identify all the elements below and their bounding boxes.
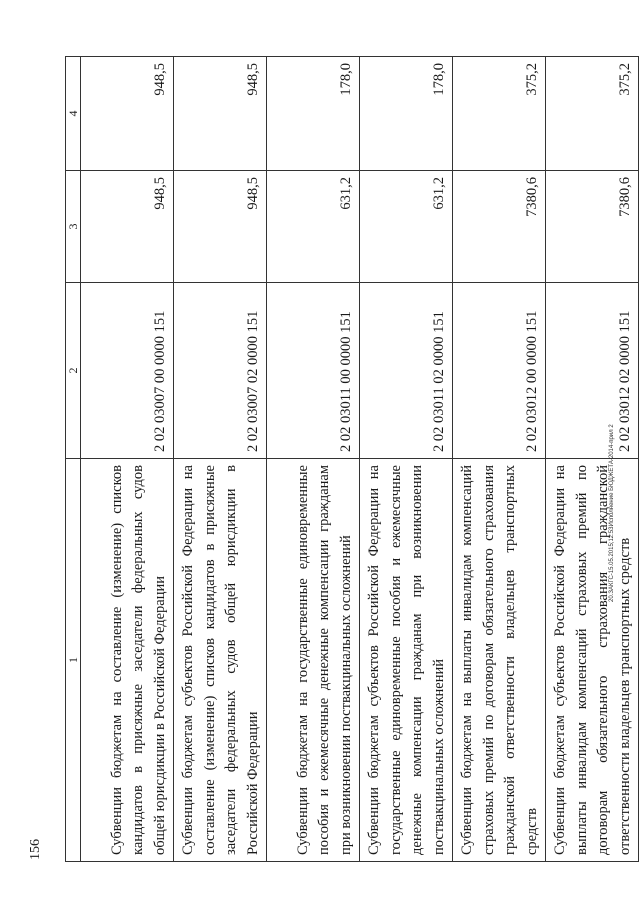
row-code: 2 02 03011 00 0000 151 (267, 283, 360, 459)
row-col3-value: 948,5 (81, 171, 174, 283)
row-code: 2 02 03007 00 0000 151 (81, 283, 174, 459)
row-name: Субвенции бюджетам субъектов Российской Федерации на государственные единовременные пособия и ежемесячные денежные компенсации гражданам при возникновении поствакцинальных осложнений (360, 459, 453, 862)
row-name: Субвенции бюджетам на государственные единовременные пособия и ежемесячные денежные компенсации гражданам при возникновении поствакцинальных осложнений (267, 459, 360, 862)
row-code: 2 02 03012 02 0000 151 (546, 283, 639, 459)
row-name: Субвенции бюджетам субъектов Российской Федерации на составление (изменение) списков кандидатов в присяжные заседатели федеральных судов общей юрисдикции в Российской Федерации (174, 459, 267, 862)
row-col4-value: 948,5 (81, 57, 174, 171)
budget-table (65, 56, 639, 862)
header-col-2: 2 (66, 283, 81, 459)
row-name: Субвенции бюджетам субъектов Российской Федерации на выплаты инвалидам компенсаций страховых премий по договорам обязательного страхования гражданской ответственности владельцев транспортных средств (546, 459, 639, 862)
table-row (174, 57, 267, 862)
row-col3-value: 7380,6 (453, 171, 546, 283)
row-code: 2 02 03007 02 0000 151 (174, 283, 267, 459)
table-row (453, 57, 546, 862)
row-name: Субвенции бюджетам на составление (изменение) списков кандидатов в присяжные заседатели федеральных судов общей юрисдикции в Российской Федерации (81, 459, 174, 862)
row-col4-value: 178,0 (360, 57, 453, 171)
row-col4-value: 948,5 (174, 57, 267, 171)
row-code: 2 02 03011 02 0000 151 (360, 283, 453, 459)
row-col3-value: 7380,6 (546, 171, 639, 283)
row-code: 2 02 03012 00 0000 151 (453, 283, 546, 459)
table-row (267, 57, 360, 862)
header-col-4: 4 (66, 57, 81, 171)
row-col3-value: 631,2 (360, 171, 453, 283)
table-row (81, 57, 174, 862)
header-col-3: 3 (66, 171, 81, 283)
table-row (360, 57, 453, 862)
page-number: 156 (28, 839, 43, 860)
row-col4-value: 375,2 (546, 57, 639, 171)
row-col3-value: 948,5 (174, 171, 267, 283)
row-col3-value: 631,2 (267, 171, 360, 283)
row-col4-value: 178,0 (267, 57, 360, 171)
table-header-row (66, 57, 81, 862)
row-col4-value: 375,2 (453, 57, 546, 171)
table-row (546, 57, 639, 862)
header-col-1: 1 (66, 459, 81, 862)
row-name: Субвенции бюджетам на выплаты инвалидам компенсаций страховых премий по договорам обязательного страхования гражданской ответственности владельцев транспортных средств (453, 459, 546, 862)
footer-file-code: 20.ЗАКГС-15.05.2015;12:53Исполнение БЮДЖЕТА-2014-прил 2 (609, 424, 615, 602)
